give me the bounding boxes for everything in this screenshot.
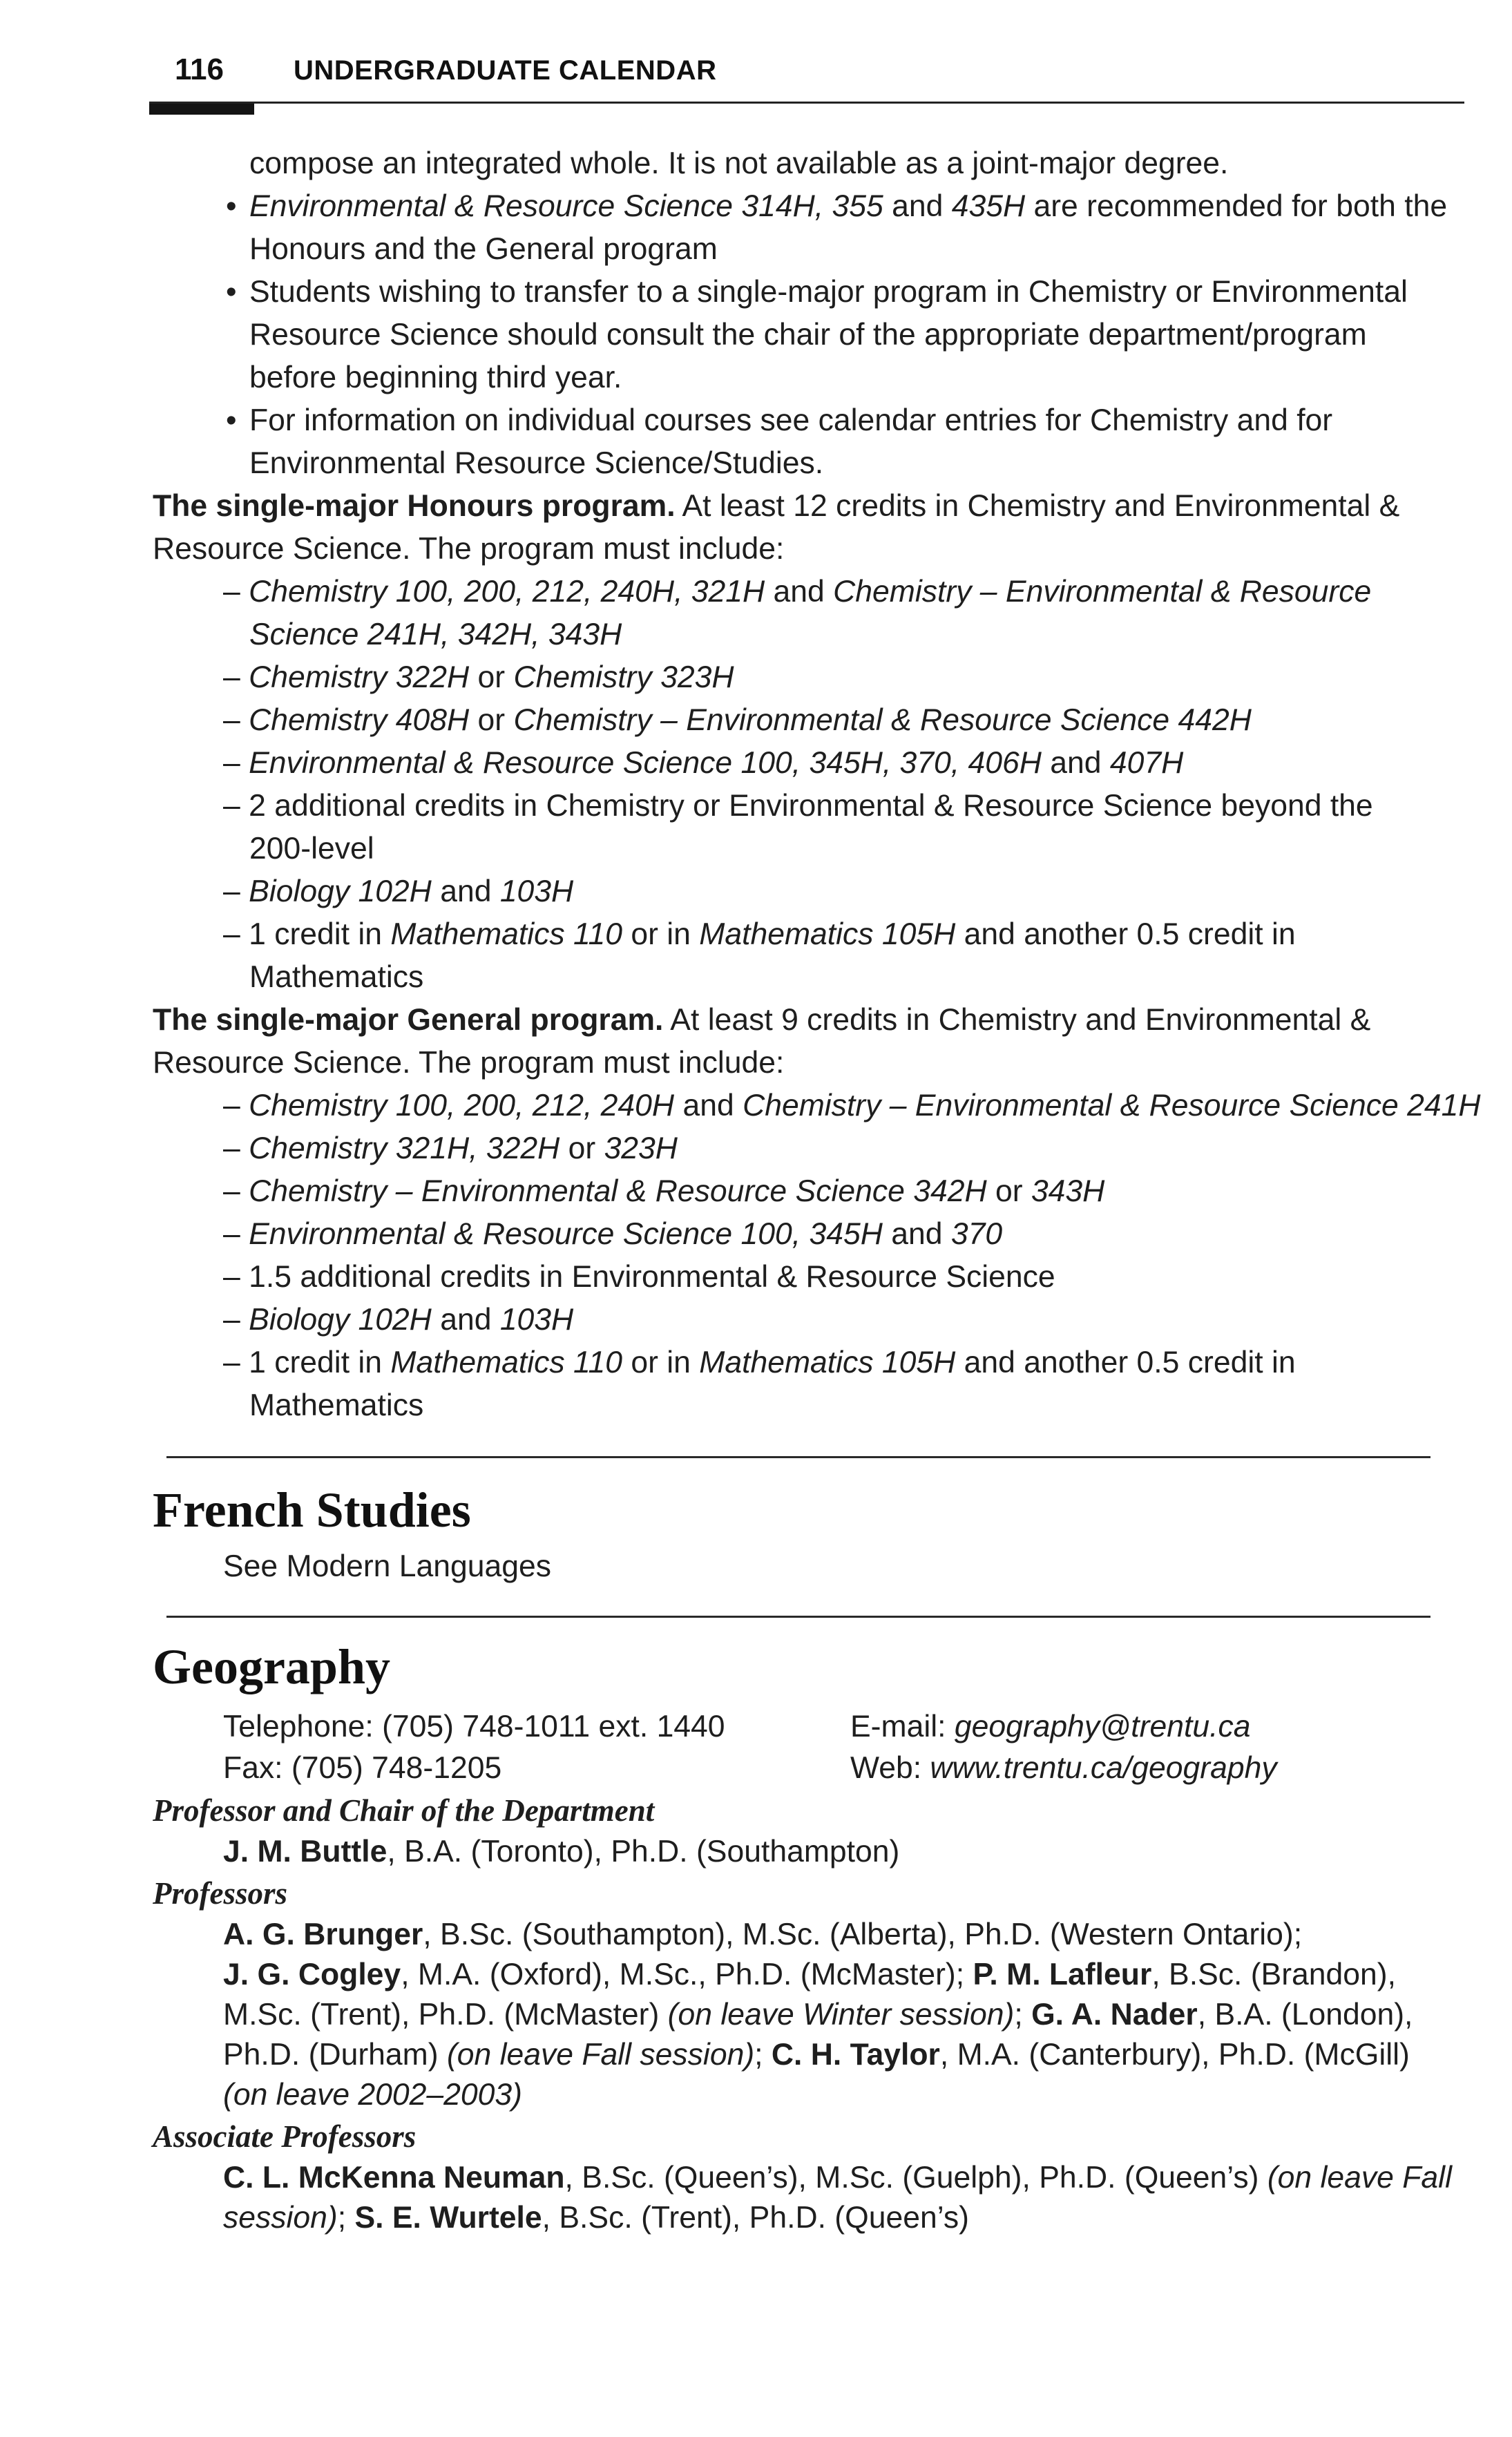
website: Web: www.trentu.ca/geography (850, 1751, 1277, 1785)
requirement-item: – 1 credit in Mathematics 110 or in Mathematics 105H and another 0.5 credit in (223, 1346, 1296, 1379)
faculty-entry: Ph.D. (Durham) (on leave Fall session); C. H. Taylor, M.A. (Canterbury), Ph.D. (McGill) (223, 2038, 1410, 2072)
faculty-entry: A. G. Brunger, B.Sc. (Southampton), M.Sc. (Alberta), Ph.D. (Western Ontario); (223, 1918, 1303, 1951)
honours-heading: The single-major Honours program. (153, 489, 676, 523)
bullet-item: • Students wishing to transfer to a single-major program in Chemistry or Environmental Resource Science should consult the chair of the appropriate department/program before beginning third year. (226, 275, 1408, 394)
page-number: 116 (175, 52, 224, 86)
french-studies-heading: French Studies (153, 1482, 471, 1538)
requirement-item: – Chemistry 100, 200, 212, 240H, 321H and Chemistry – Environmental & Resource (223, 575, 1372, 609)
requirement-item: – Biology 102H and 103H (223, 875, 574, 908)
requirement-item: – 1 credit in Mathematics 110 or in Mathematics 105H and another 0.5 credit in (223, 917, 1296, 951)
chair-heading: Professor and Chair of the Department (153, 1793, 655, 1828)
requirement-item: – 1.5 additional credits in Environmental & Resource Science (223, 1260, 1055, 1294)
general-heading: The single-major General program. (153, 1003, 664, 1037)
honours-program: The single-major Honours program. At least 12 credits in Chemistry and Environmental & Resource Science. The program must include: – Chemistry 100, 200, 212, 240H, 321H and Chemistry – Environmental & Resource Science 241H, 342H, 343H – Chemistry 322H or Chemistry 323H – Chemistry 408H or Chemistry – Environmental & Resource Science 442H – Environmental & Resource Science 100, 345H, 370, 406H and 407H – 2 additional credits in Chemistry or Environmental & Resource Science beyond the 200-level – Biology 102H and 103H – 1 credit in Mathematics 110 or in Mathematics 105H and another 0.5 credit in Mathematics (153, 485, 1462, 999)
requirement-item: – Chemistry 100, 200, 212, 240H and Chemistry – Environmental & Resource Science 241H (223, 1089, 1481, 1122)
faculty-entry: (on leave 2002–2003) (223, 2078, 522, 2112)
faculty-entry: J. M. Buttle, B.A. (Toronto), Ph.D. (Southampton) (223, 1835, 900, 1869)
general-program: The single-major General program. At least 9 credits in Chemistry and Environmental & Resource Science. The program must include: – Chemistry 100, 200, 212, 240H and Chemistry – Environmental & Resource Science 241H – Chemistry 321H, 322H or 323H – Chemistry – Environmental & Resource Science 342H or 343H – Environmental & Resource Science 100, 345H and 370 – 1.5 additional credits in Environmental & Resource Science – Biology 102H and 103H – 1 credit in Mathematics 110 or in Mathematics 105H and another 0.5 credit in Mathematics (153, 1003, 1481, 1422)
contact-row (153, 1748, 1462, 1789)
telephone: Telephone: (705) 748-1011 ext. 1440 (223, 1710, 725, 1743)
faculty-entry: M.Sc. (Trent), Ph.D. (McMaster) (on leave Winter session); G. A. Nader, B.A. (London), (223, 1998, 1413, 2032)
geography-heading: Geography (153, 1639, 391, 1694)
fax: Fax: (705) 748-1205 (223, 1751, 502, 1785)
french-see-reference: See Modern Languages (223, 1549, 552, 1583)
header-rule (149, 102, 1464, 104)
header-bar (149, 104, 254, 115)
bullet-item: • Environmental & Resource Science 314H, 355 and 435H are recommended for both the Honours and the General program (226, 189, 1448, 266)
requirement-item: – Biology 102H and 103H (223, 1303, 574, 1337)
requirement-item: – 2 additional credits in Chemistry or Environmental & Resource Science beyond the (223, 789, 1373, 823)
running-header-title: UNDERGRADUATE CALENDAR (294, 55, 717, 86)
page-content (153, 142, 1481, 2238)
requirement-item: – Chemistry 408H or Chemistry – Environmental & Resource Science 442H (223, 703, 1252, 737)
faculty-entry: session); S. E. Wurtele, B.Sc. (Trent), Ph.D. (Queen’s) (223, 2201, 969, 2235)
requirement-item: – Environmental & Resource Science 100, 345H, 370, 406H and 407H (223, 746, 1184, 780)
contact-row (153, 1706, 1462, 1748)
requirement-item: – Chemistry 322H or Chemistry 323H (223, 660, 734, 694)
requirement-item: – Chemistry 321H, 322H or 323H (223, 1131, 678, 1165)
email: E-mail: geography@trentu.ca (850, 1710, 1251, 1743)
requirement-item: – Chemistry – Environmental & Resource Science 342H or 343H (223, 1174, 1105, 1208)
continued-line: compose an integrated whole. It is not available as a joint-major degree. (249, 146, 1229, 180)
professors-heading: Professors (153, 1876, 288, 1911)
faculty-entry: J. G. Cogley, M.A. (Oxford), M.Sc., Ph.D. (McMaster); P. M. Lafleur, B.Sc. (Brandon), (223, 1958, 1396, 1991)
associate-professors-heading: Associate Professors (153, 2119, 417, 2154)
requirement-item: – Environmental & Resource Science 100, 345H and 370 (223, 1217, 1003, 1251)
bullet-item: • For information on individual courses see calendar entries for Chemistry and for Environmental Resource Science/Studies. (226, 403, 1333, 480)
faculty-entry: C. L. McKenna Neuman, B.Sc. (Queen’s), M.Sc. (Guelph), Ph.D. (Queen’s) (on leave Fall (223, 2161, 1452, 2195)
